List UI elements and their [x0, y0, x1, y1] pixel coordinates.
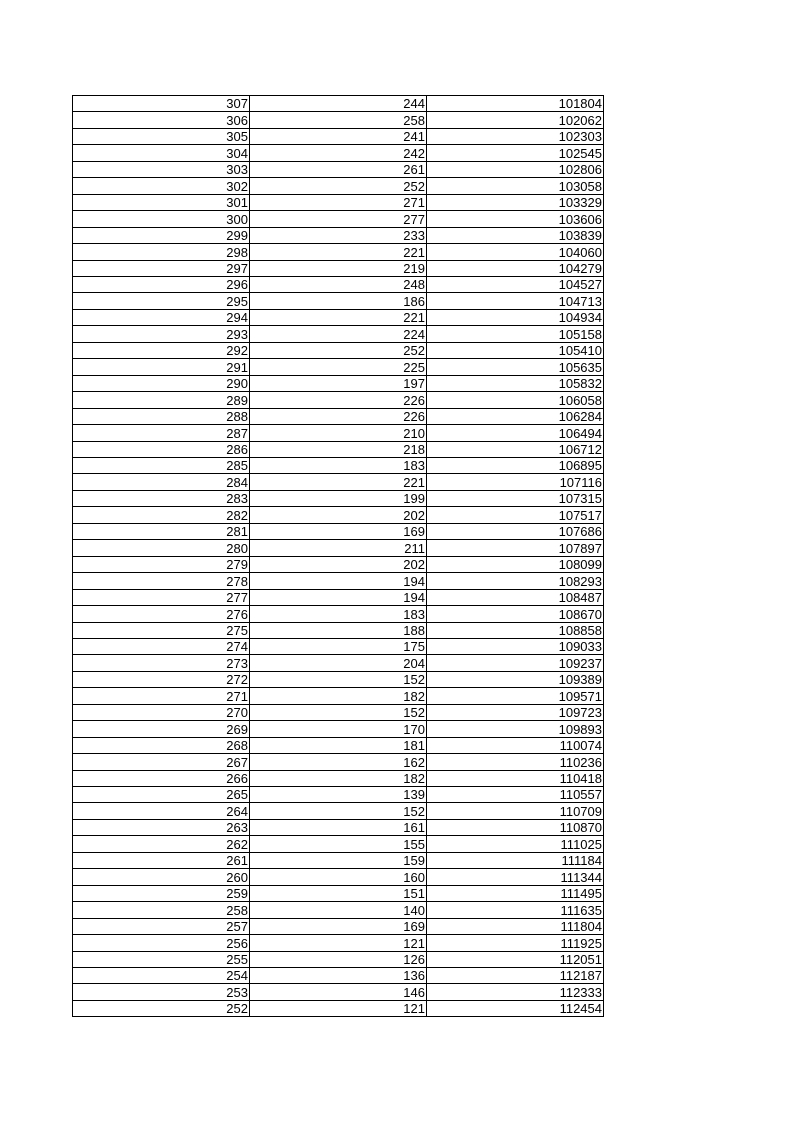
count-cell: 151 — [250, 885, 427, 901]
cumulative-cell: 106895 — [427, 457, 604, 473]
count-cell: 194 — [250, 573, 427, 589]
count-cell: 233 — [250, 227, 427, 243]
table-row — [73, 96, 604, 112]
score-cell: 252 — [73, 1000, 250, 1016]
table-row — [73, 359, 604, 375]
score-cell: 253 — [73, 984, 250, 1000]
cumulative-cell: 112454 — [427, 1000, 604, 1016]
cumulative-cell: 106494 — [427, 425, 604, 441]
score-cell: 262 — [73, 836, 250, 852]
count-cell: 126 — [250, 951, 427, 967]
count-cell: 182 — [250, 688, 427, 704]
table-row — [73, 589, 604, 605]
score-cell: 306 — [73, 112, 250, 128]
cumulative-cell: 110418 — [427, 770, 604, 786]
table-row — [73, 556, 604, 572]
score-cell: 291 — [73, 359, 250, 375]
cumulative-cell: 109389 — [427, 671, 604, 687]
cumulative-cell: 111925 — [427, 935, 604, 951]
score-cell: 300 — [73, 211, 250, 227]
table-row — [73, 787, 604, 803]
table-row — [73, 375, 604, 391]
table-row — [73, 211, 604, 227]
score-cell: 286 — [73, 441, 250, 457]
count-cell: 183 — [250, 606, 427, 622]
cumulative-cell: 103058 — [427, 178, 604, 194]
score-table-body — [73, 96, 604, 1017]
count-cell: 183 — [250, 457, 427, 473]
score-cell: 280 — [73, 540, 250, 556]
count-cell: 161 — [250, 819, 427, 835]
cumulative-cell: 112333 — [427, 984, 604, 1000]
count-cell: 277 — [250, 211, 427, 227]
table-row — [73, 145, 604, 161]
score-cell: 283 — [73, 490, 250, 506]
table-row — [73, 951, 604, 967]
score-cell: 294 — [73, 309, 250, 325]
count-cell: 170 — [250, 721, 427, 737]
score-cell: 259 — [73, 885, 250, 901]
cumulative-cell: 110557 — [427, 787, 604, 803]
table-row — [73, 112, 604, 128]
count-cell: 261 — [250, 161, 427, 177]
cumulative-cell: 109033 — [427, 638, 604, 654]
table-row — [73, 622, 604, 638]
score-cell: 267 — [73, 754, 250, 770]
score-cell: 272 — [73, 671, 250, 687]
score-cell: 261 — [73, 852, 250, 868]
cumulative-cell: 109571 — [427, 688, 604, 704]
table-row — [73, 1000, 604, 1016]
cumulative-cell: 104527 — [427, 276, 604, 292]
count-cell: 182 — [250, 770, 427, 786]
cumulative-cell: 104934 — [427, 309, 604, 325]
cumulative-cell: 104060 — [427, 244, 604, 260]
score-cell: 285 — [73, 457, 250, 473]
table-row — [73, 655, 604, 671]
count-cell: 252 — [250, 178, 427, 194]
table-row — [73, 885, 604, 901]
cumulative-cell: 107116 — [427, 474, 604, 490]
cumulative-cell: 105832 — [427, 375, 604, 391]
table-row — [73, 671, 604, 687]
count-cell: 152 — [250, 803, 427, 819]
score-cell: 278 — [73, 573, 250, 589]
count-cell: 211 — [250, 540, 427, 556]
cumulative-cell: 105410 — [427, 342, 604, 358]
table-row — [73, 244, 604, 260]
score-cell: 268 — [73, 737, 250, 753]
cumulative-cell: 101804 — [427, 96, 604, 112]
score-cell: 264 — [73, 803, 250, 819]
count-cell: 242 — [250, 145, 427, 161]
table-row — [73, 293, 604, 309]
cumulative-cell: 111495 — [427, 885, 604, 901]
cumulative-cell: 111025 — [427, 836, 604, 852]
count-cell: 221 — [250, 244, 427, 260]
score-cell: 297 — [73, 260, 250, 276]
cumulative-cell: 103606 — [427, 211, 604, 227]
score-cell: 305 — [73, 128, 250, 144]
count-cell: 271 — [250, 194, 427, 210]
table-row — [73, 276, 604, 292]
count-cell: 224 — [250, 326, 427, 342]
count-cell: 159 — [250, 852, 427, 868]
score-cell: 284 — [73, 474, 250, 490]
count-cell: 188 — [250, 622, 427, 638]
table-row — [73, 638, 604, 654]
table-row — [73, 194, 604, 210]
cumulative-cell: 109723 — [427, 704, 604, 720]
score-cell: 299 — [73, 227, 250, 243]
count-cell: 241 — [250, 128, 427, 144]
score-cell: 271 — [73, 688, 250, 704]
table-row — [73, 935, 604, 951]
score-cell: 270 — [73, 704, 250, 720]
score-cell: 266 — [73, 770, 250, 786]
cumulative-cell: 107897 — [427, 540, 604, 556]
count-cell: 162 — [250, 754, 427, 770]
table-row — [73, 441, 604, 457]
cumulative-cell: 108293 — [427, 573, 604, 589]
table-row — [73, 326, 604, 342]
cumulative-cell: 102062 — [427, 112, 604, 128]
cumulative-cell: 110236 — [427, 754, 604, 770]
table-row — [73, 342, 604, 358]
cumulative-cell: 102806 — [427, 161, 604, 177]
cumulative-cell: 104279 — [427, 260, 604, 276]
count-cell: 152 — [250, 671, 427, 687]
count-cell: 202 — [250, 556, 427, 572]
table-row — [73, 573, 604, 589]
cumulative-cell: 104713 — [427, 293, 604, 309]
score-cell: 307 — [73, 96, 250, 112]
count-cell: 121 — [250, 1000, 427, 1016]
table-row — [73, 819, 604, 835]
table-row — [73, 227, 604, 243]
score-cell: 281 — [73, 523, 250, 539]
table-row — [73, 902, 604, 918]
table-row — [73, 984, 604, 1000]
table-row — [73, 474, 604, 490]
cumulative-cell: 111635 — [427, 902, 604, 918]
table-row — [73, 803, 604, 819]
score-cell: 295 — [73, 293, 250, 309]
cumulative-cell: 106058 — [427, 392, 604, 408]
score-cell: 289 — [73, 392, 250, 408]
score-cell: 254 — [73, 968, 250, 984]
count-cell: 139 — [250, 787, 427, 803]
table-row — [73, 392, 604, 408]
table-row — [73, 161, 604, 177]
table-row — [73, 869, 604, 885]
count-cell: 169 — [250, 918, 427, 934]
score-cell: 279 — [73, 556, 250, 572]
cumulative-cell: 107315 — [427, 490, 604, 506]
score-cell: 282 — [73, 507, 250, 523]
table-row — [73, 309, 604, 325]
count-cell: 219 — [250, 260, 427, 276]
count-cell: 226 — [250, 408, 427, 424]
table-row — [73, 178, 604, 194]
cumulative-cell: 111344 — [427, 869, 604, 885]
count-cell: 140 — [250, 902, 427, 918]
count-cell: 175 — [250, 638, 427, 654]
table-row — [73, 128, 604, 144]
score-cell: 290 — [73, 375, 250, 391]
cumulative-cell: 106712 — [427, 441, 604, 457]
table-row — [73, 721, 604, 737]
count-cell: 136 — [250, 968, 427, 984]
score-cell: 303 — [73, 161, 250, 177]
table-row — [73, 918, 604, 934]
score-cell: 288 — [73, 408, 250, 424]
cumulative-cell: 103329 — [427, 194, 604, 210]
count-cell: 244 — [250, 96, 427, 112]
score-cell: 302 — [73, 178, 250, 194]
cumulative-cell: 110709 — [427, 803, 604, 819]
count-cell: 160 — [250, 869, 427, 885]
table-row — [73, 968, 604, 984]
cumulative-cell: 108858 — [427, 622, 604, 638]
score-cell: 301 — [73, 194, 250, 210]
score-cell: 298 — [73, 244, 250, 260]
table-row — [73, 754, 604, 770]
count-cell: 210 — [250, 425, 427, 441]
cumulative-cell: 111184 — [427, 852, 604, 868]
count-cell: 221 — [250, 309, 427, 325]
table-row — [73, 425, 604, 441]
cumulative-cell: 107517 — [427, 507, 604, 523]
table-row — [73, 457, 604, 473]
count-cell: 202 — [250, 507, 427, 523]
cumulative-cell: 112187 — [427, 968, 604, 984]
cumulative-cell: 105635 — [427, 359, 604, 375]
table-row — [73, 490, 604, 506]
count-cell: 181 — [250, 737, 427, 753]
cumulative-cell: 109893 — [427, 721, 604, 737]
cumulative-cell: 109237 — [427, 655, 604, 671]
count-cell: 169 — [250, 523, 427, 539]
cumulative-cell: 105158 — [427, 326, 604, 342]
score-cell: 293 — [73, 326, 250, 342]
count-cell: 226 — [250, 392, 427, 408]
score-cell: 255 — [73, 951, 250, 967]
count-cell: 199 — [250, 490, 427, 506]
count-cell: 248 — [250, 276, 427, 292]
count-cell: 121 — [250, 935, 427, 951]
score-cell: 274 — [73, 638, 250, 654]
score-cell: 287 — [73, 425, 250, 441]
score-cell: 277 — [73, 589, 250, 605]
count-cell: 252 — [250, 342, 427, 358]
cumulative-cell: 108670 — [427, 606, 604, 622]
table-row — [73, 408, 604, 424]
table-row — [73, 737, 604, 753]
cumulative-cell: 112051 — [427, 951, 604, 967]
count-cell: 194 — [250, 589, 427, 605]
table-row — [73, 260, 604, 276]
cumulative-cell: 102303 — [427, 128, 604, 144]
table-row — [73, 606, 604, 622]
cumulative-cell: 107686 — [427, 523, 604, 539]
count-cell: 152 — [250, 704, 427, 720]
score-table — [72, 95, 604, 1017]
cumulative-cell: 108099 — [427, 556, 604, 572]
table-row — [73, 836, 604, 852]
score-cell: 292 — [73, 342, 250, 358]
score-cell: 265 — [73, 787, 250, 803]
score-cell: 260 — [73, 869, 250, 885]
score-cell: 269 — [73, 721, 250, 737]
score-cell: 304 — [73, 145, 250, 161]
score-cell: 276 — [73, 606, 250, 622]
cumulative-cell: 108487 — [427, 589, 604, 605]
count-cell: 225 — [250, 359, 427, 375]
cumulative-cell: 110074 — [427, 737, 604, 753]
score-cell: 258 — [73, 902, 250, 918]
table-row — [73, 540, 604, 556]
count-cell: 155 — [250, 836, 427, 852]
cumulative-cell: 110870 — [427, 819, 604, 835]
table-row — [73, 704, 604, 720]
cumulative-cell: 102545 — [427, 145, 604, 161]
count-cell: 204 — [250, 655, 427, 671]
score-cell: 296 — [73, 276, 250, 292]
table-row — [73, 688, 604, 704]
table-row — [73, 507, 604, 523]
count-cell: 146 — [250, 984, 427, 1000]
table-row — [73, 770, 604, 786]
cumulative-cell: 103839 — [427, 227, 604, 243]
table-row — [73, 523, 604, 539]
score-cell: 273 — [73, 655, 250, 671]
count-cell: 186 — [250, 293, 427, 309]
score-cell: 256 — [73, 935, 250, 951]
count-cell: 221 — [250, 474, 427, 490]
score-cell: 257 — [73, 918, 250, 934]
count-cell: 197 — [250, 375, 427, 391]
table-row — [73, 852, 604, 868]
score-cell: 275 — [73, 622, 250, 638]
count-cell: 218 — [250, 441, 427, 457]
count-cell: 258 — [250, 112, 427, 128]
score-cell: 263 — [73, 819, 250, 835]
cumulative-cell: 106284 — [427, 408, 604, 424]
cumulative-cell: 111804 — [427, 918, 604, 934]
